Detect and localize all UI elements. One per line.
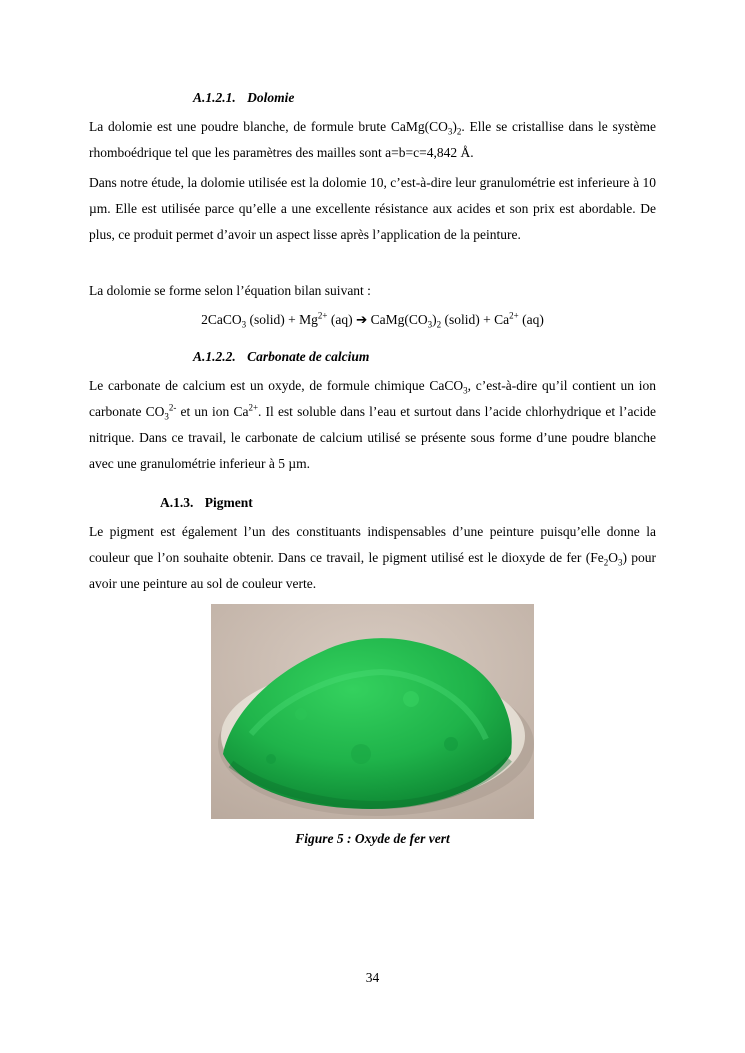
section-heading-pigment — [160, 495, 253, 511]
section-heading-dolomie — [193, 90, 294, 106]
section-heading-carbonate — [193, 349, 369, 365]
figure-green-pigment-photo — [211, 604, 534, 819]
figure-caption: Figure 5 : Oxyde de fer vert — [295, 831, 450, 846]
paragraph-dolomie-equation-intro: La dolomie se forme selon l’équation bilan suivant : — [89, 283, 371, 298]
page-number: 34 — [365, 970, 380, 985]
section-number: A.1.2.1. — [193, 90, 236, 105]
section-title: Carbonate de calcium — [247, 349, 370, 364]
section-title: Dolomie — [247, 90, 295, 105]
pigment-photo-image — [211, 604, 534, 819]
paragraph-pigment: Le pigment est également l’un des constituants indispensables d’une peinture puisqu’elle donne la couleur que l’on souhaite obtenir. Dans ce travail, le pigment utilisé est le dioxyde de fer $(Fe_2O_3)$ pour avoir une peinture au sol de couleur verte. — [89, 524, 656, 591]
arrow-icon: ➔ — [355, 312, 368, 327]
section-number: A.1.2.2. — [193, 349, 236, 364]
paragraph-dolomie-formula: La dolomie est une poudre blanche, de formule brute $CaMg(CO_3)_2$. Elle se cristallise dans le système rhomboédrique tel que les paramètres des mailles sont a=b=c=4,842 Å. — [89, 119, 656, 160]
section-number: A.1.3. — [160, 495, 194, 510]
chemical-equation: 2CaCO$_3$ (solid) + $Mg^{2+}$ (aq) ➔ $CaMg(CO_3)_2$ (solid) + $Ca^{2+}$ (aq) — [201, 310, 544, 330]
paragraph-dolomie-usage: Dans notre étude, la dolomie utilisée est la dolomie 10, c’est-à-dire leur granulométrie est inferieure à 10 µm. Elle est utilisée parce qu’elle a une excellente résistance aux acides et son prix est abordable. De plus, ce produit permet d’avoir un aspect lisse après l’application de la peinture. — [89, 175, 656, 242]
paragraph-carbonate: Le carbonate de calcium est un oxyde, de formule chimique CaCO$_3$, c’est-à-dire qu’il contient un ion carbonate $CO_3^{2-}$ et un ion $Ca^{2+}$. Il est soluble dans l’eau et surtout dans l’acide chlorhydrique et l’acide nitrique. Dans ce travail, le carbonate de calcium utilisé se présente sous forme d’une poudre blanche avec une granulométrie inferieur à 5 µm. — [89, 378, 657, 471]
section-title: Pigment — [204, 495, 253, 510]
